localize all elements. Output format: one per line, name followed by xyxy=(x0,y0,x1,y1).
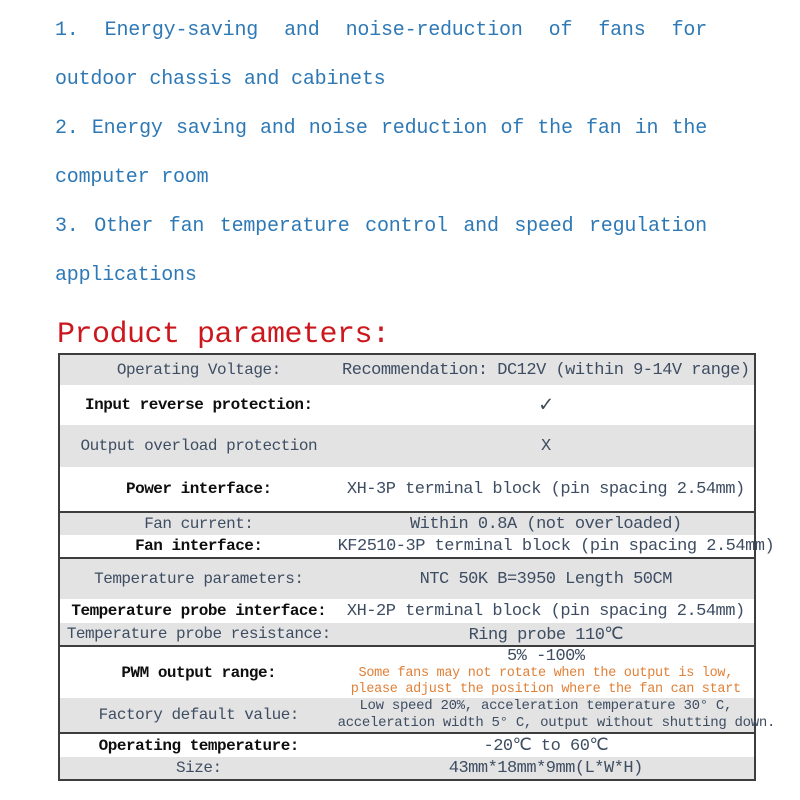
table-row xyxy=(60,557,754,599)
application-line: 3. Other fan temperature control and speed regulation xyxy=(55,215,707,238)
param-value-small-line: Low speed 20%, acceleration temperature 30° C, xyxy=(359,698,733,714)
param-value-text: Ring probe 110℃ xyxy=(468,625,623,645)
warning-note-line: Some fans may not rotate when the output is low, xyxy=(358,666,734,681)
param-value-text: KF2510-3P terminal block (pin spacing 2.54mm) xyxy=(337,536,775,556)
param-label: Operating temperature: xyxy=(98,736,299,755)
param-label: Power interface: xyxy=(125,480,272,498)
param-value xyxy=(338,361,754,380)
table-row xyxy=(60,757,754,779)
product-parameters-heading: Product parameters: xyxy=(57,318,390,352)
param-value xyxy=(337,698,776,732)
param-value-small-line: acceleration width 5° C, output without shutting down. xyxy=(337,715,776,731)
param-value xyxy=(338,515,754,534)
table-row xyxy=(60,425,754,467)
param-value xyxy=(338,392,754,418)
param-value xyxy=(338,602,754,621)
table-row xyxy=(60,511,754,535)
table-row xyxy=(60,599,754,623)
param-value-text: XH-3P terminal block (pin spacing 2.54mm) xyxy=(346,479,745,499)
check-icon: ✓ xyxy=(539,393,553,418)
table-row xyxy=(60,385,754,425)
table-row xyxy=(60,535,775,557)
param-value xyxy=(337,536,775,556)
param-value xyxy=(338,735,754,756)
param-label: Temperature parameters: xyxy=(94,570,304,588)
param-label: PWM output range: xyxy=(121,663,277,682)
application-line: outdoor chassis and cabinets xyxy=(55,68,386,91)
table-row xyxy=(60,732,754,757)
param-value-text: NTC 50K B=3950 Length 50CM xyxy=(419,569,672,589)
param-value-text: 43mm*18mm*9mm(L*W*H) xyxy=(448,758,643,778)
param-label: Temperature probe interface: xyxy=(71,602,327,620)
param-value-text: Recommendation: DC12V (within 9-14V range) xyxy=(342,360,750,380)
param-label: Temperature probe resistance: xyxy=(66,625,331,643)
param-label: Size: xyxy=(176,759,222,777)
application-line: 2. Energy saving and noise reduction of the fan in the xyxy=(55,117,707,140)
param-label: Fan interface: xyxy=(135,537,263,555)
param-value xyxy=(338,480,754,499)
table-row xyxy=(60,623,754,645)
param-value xyxy=(338,624,754,645)
table-row xyxy=(60,355,754,385)
application-line: 1. Energy-saving and noise-reduction of fans for xyxy=(55,19,707,42)
parameters-table xyxy=(58,353,776,781)
application-line: applications xyxy=(55,264,197,287)
table-row xyxy=(60,645,754,698)
param-label: Operating Voltage: xyxy=(116,361,281,379)
param-label: Output overload protection xyxy=(80,437,318,455)
param-value xyxy=(338,759,754,778)
param-value-text: Within 0.8A (not overloaded) xyxy=(409,514,682,534)
param-value xyxy=(338,437,754,456)
param-label: Fan current: xyxy=(144,515,254,533)
param-value-text: XH-2P terminal block (pin spacing 2.54mm) xyxy=(346,601,745,621)
param-value xyxy=(338,647,754,698)
param-value-text: -20℃ to 60℃ xyxy=(483,737,609,756)
param-value-text: 5% -100% xyxy=(506,647,585,666)
table-row xyxy=(60,698,776,732)
application-list xyxy=(55,6,707,300)
warning-note-line: please adjust the position where the fan can start xyxy=(350,682,741,697)
application-line: computer room xyxy=(55,166,209,189)
param-label: Input reverse protection: xyxy=(85,396,313,414)
param-label: Factory default value: xyxy=(98,706,299,724)
param-value xyxy=(338,570,754,589)
table-row xyxy=(60,467,754,511)
param-value-text: X xyxy=(540,436,551,456)
